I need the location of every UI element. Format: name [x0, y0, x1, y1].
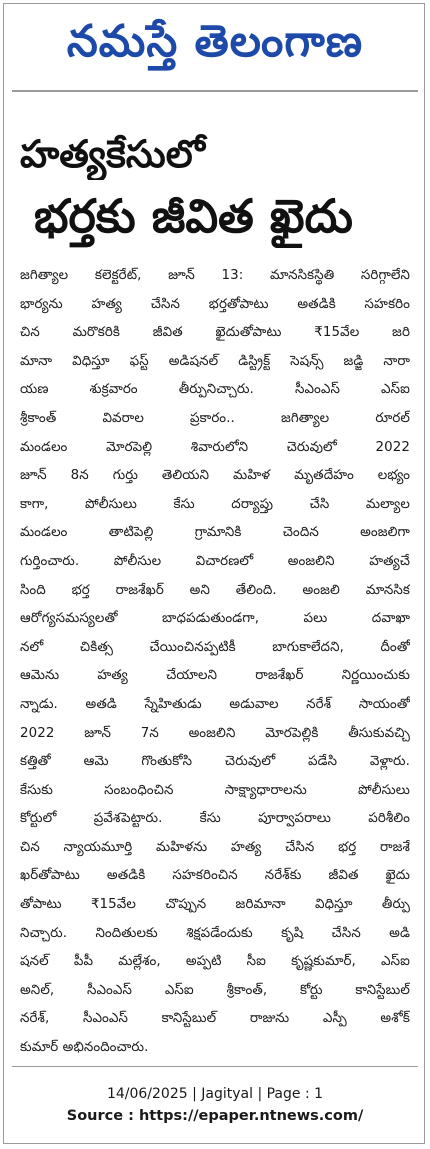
- article-line: శ్రీకాంత్ వివరాల ప్రకారం.. జగిత్యాల రూరల్: [20, 410, 410, 426]
- article-body: [20, 262, 410, 1063]
- article-line: మానా విధిస్తూ ఫస్ట్ అడిషనల్ డిస్ట్రిక్ట్ సెషన్స్ జడ్జి నారా: [20, 353, 410, 369]
- article-line: జూన్ 8న గుర్తు తెలియని మహిళ మృతదేహం లభ్యం: [20, 468, 410, 484]
- article-line: నరేశ్, సీఎంఎస్ కానిస్టేబుల్ రాజును ఎస్పీ అశోక్: [20, 1011, 410, 1027]
- article-line: కోర్టులో ప్రవేశపెట్టారు. కేసు పూర్వాపరాలు పరిశీలిం: [20, 811, 410, 827]
- article-line: కుమార్ అభినందించారు.: [20, 1040, 149, 1056]
- footer-source-line[interactable]: Source : https://epaper.ntnews.com/: [66, 1108, 364, 1124]
- article-line: అనిల్, సీఎంఎస్ ఎస్ఐ శ్రీకాంత్, కోర్టు కానిస్టేబుల్: [20, 982, 410, 998]
- article-line: మండలం తాటిపెల్లి గ్రామానికి చెందిన అంజలిగా: [20, 525, 410, 541]
- article-line: 2022 జూన్ 7న అంజలిని మోరపెల్లికి తీసుకువచ్చి: [20, 725, 410, 741]
- article-line: ఆరోగ్యసమస్యలతో బాధపడుతుండగా, పలు దవాఖా: [20, 611, 410, 627]
- masthead-divider: [12, 90, 418, 92]
- article-line: ఖర్‌తోపాటు అతడికి సహకరించిన నరేశ్‌కు జీవిత ఖైదు: [20, 868, 410, 884]
- article-line: కేసుకు సంబంధించిన సాక్ష్యాధారాలను పోలీసులు: [20, 782, 410, 798]
- article-line: సింది భర్త రాజశేఖర్ అని తేలింది. అంజలి మానసిక: [20, 582, 410, 598]
- article-line: షనల్ పీపీ మల్లేశం, అప్పటి సీఐ కృష్ణకుమార్, ఎస్ఐ: [20, 954, 410, 970]
- article-line: యణ శుక్రవారం తీర్పునిచ్చారు. సీఎంఎస్ ఎస్ఐ: [20, 382, 410, 398]
- footer-date-line: 14/06/2025 | Jagityal | Page : 1: [106, 1086, 324, 1102]
- article-line: కాగా, పోలీసులు కేసు దర్యాప్తు చేసి మల్యాల: [20, 496, 410, 512]
- article-line: న్నాడు. అతడి స్నేహితుడు అడువాల నరేశ్ సాయంతో: [20, 696, 410, 712]
- article-line: గుర్తించారు. పోలీసుల విచారణలో అంజలిని హత్యచే: [20, 553, 410, 569]
- article-line: నిచ్చారు. నిందితులకు శిక్షపడేందుకు కృషి చేసిన అడి: [20, 925, 410, 941]
- headline-line-2: భర్తకు జీవిత ఖైదు: [34, 189, 353, 243]
- article-line: తోపాటు ₹15వేల చొప్పున జరిమానా విధిస్తూ తీర్పు: [20, 897, 410, 913]
- article-line: భార్యను హత్య చేసిన భర్తతోపాటు అతడికి సహకరిం: [20, 296, 410, 312]
- article-line: చిన న్యాయమూర్తి మహిళను హత్య చేసిన భర్త రాజశే: [20, 839, 410, 855]
- article-line: జగిత్యాల కలెక్టరేట్, జూన్ 13: మానసికస్థితి సరిగ్గాలేని: [20, 268, 410, 283]
- article-line: ఆమెను హత్య చేయాలని రాజశేఖర్ నిర్ణయించుకు: [20, 668, 410, 684]
- footer-divider: [12, 1066, 418, 1067]
- article-line: కత్తితో ఆమె గొంతుకోసి చెరువులో పడేసి వెళ్లారు.: [20, 754, 410, 770]
- article-line: చిన మరొకరికి జీవిత ఖైదుతోపాటు ₹15వేల జరి: [20, 325, 410, 341]
- newspaper-masthead: నమస్తే తెలంగాణ: [66, 16, 364, 67]
- article-line: మండలం మోరపెల్లి శివారులోని చెరువులో 2022: [20, 439, 410, 455]
- article-line: నలో చికిత్స చేయించినప్పటికీ బాగుకాలేదని, దీంతో: [20, 639, 410, 655]
- headline-line-1: హత్యకేసులో: [20, 132, 205, 176]
